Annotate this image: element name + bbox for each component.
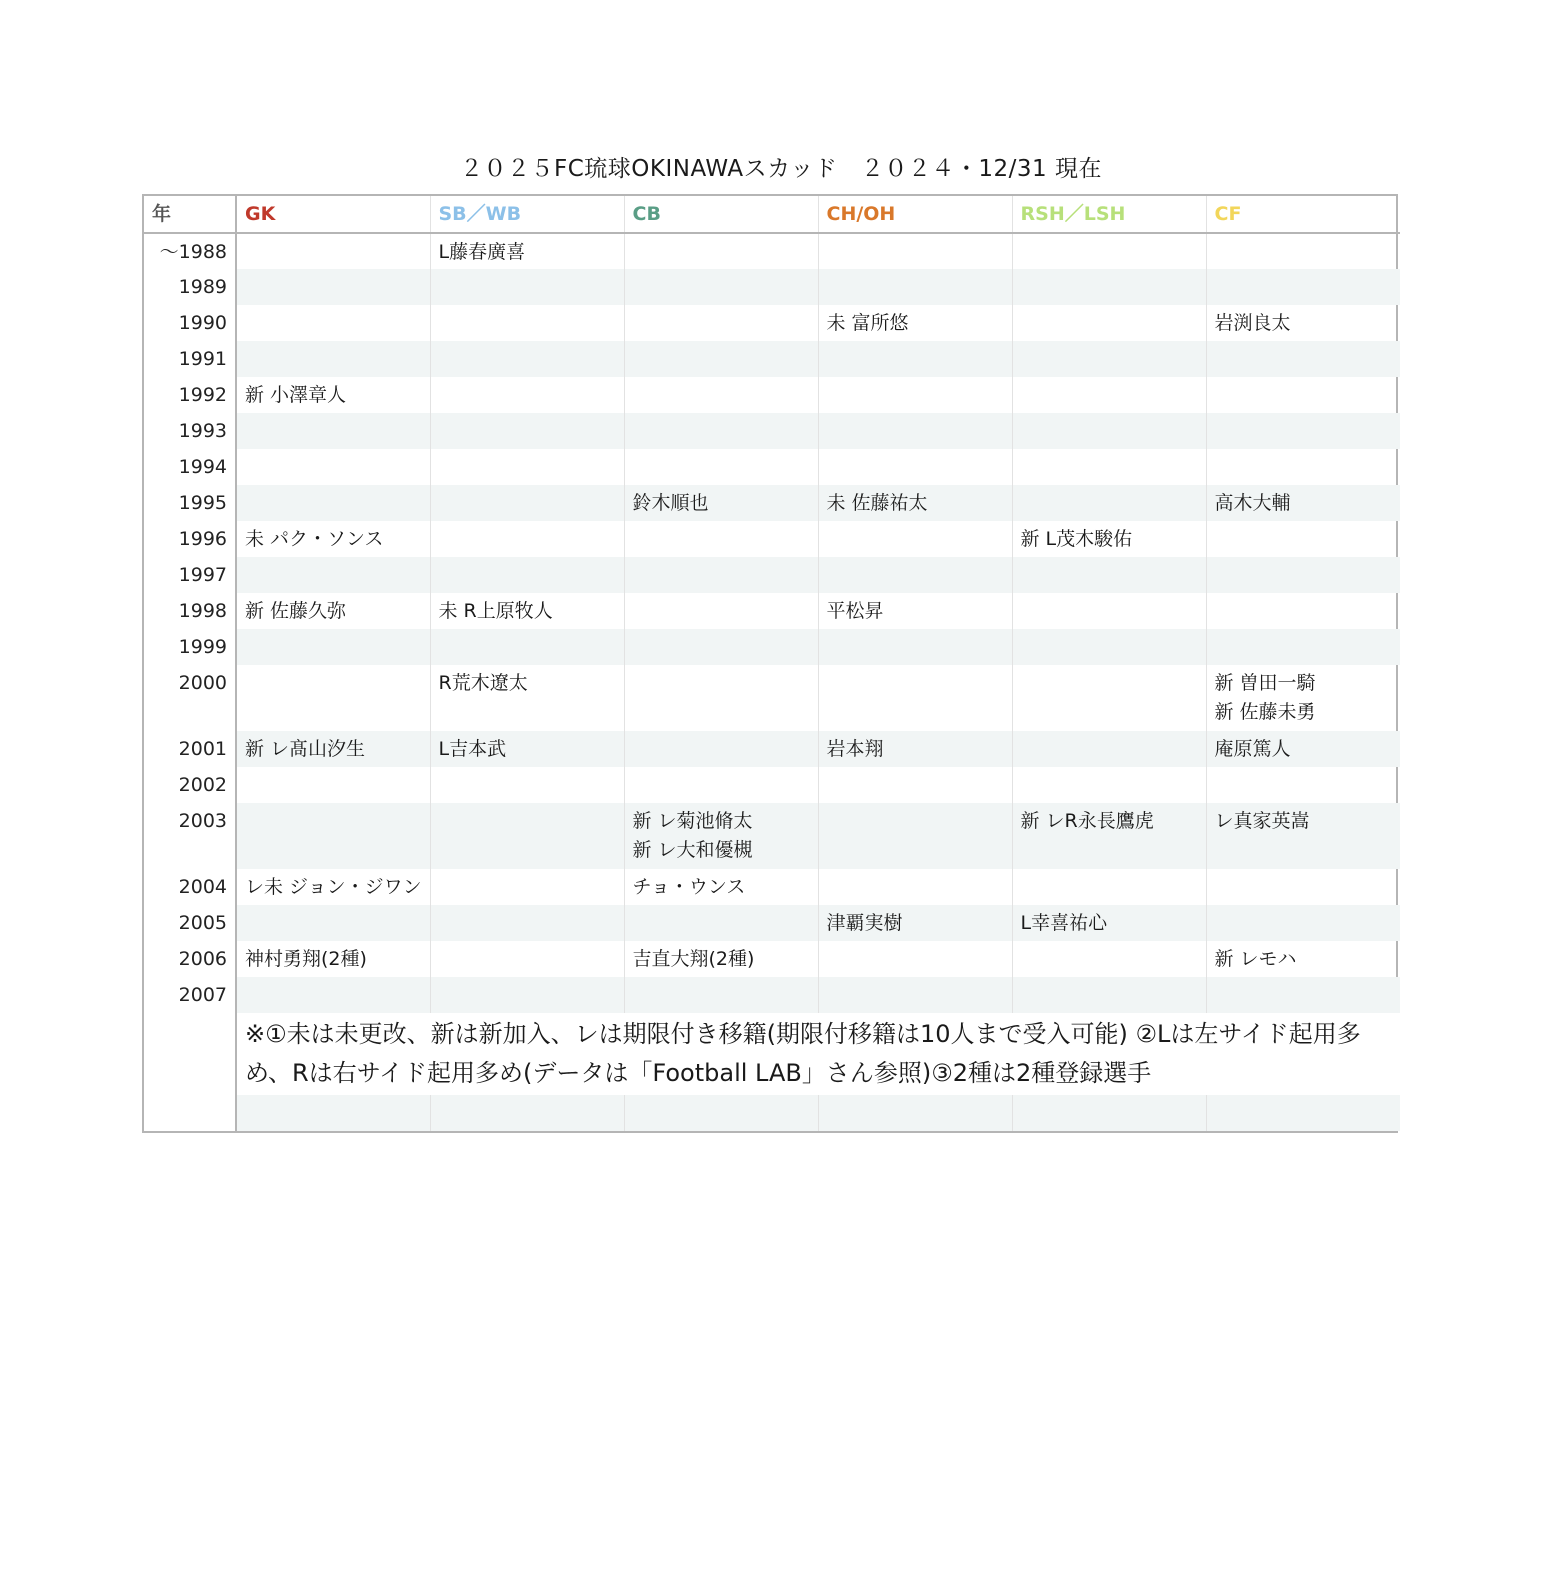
position-header-rsh-lsh: RSH／LSH	[1012, 196, 1206, 233]
year-cell: 1995	[144, 485, 236, 521]
player-cell	[1206, 233, 1400, 269]
year-cell: 2003	[144, 803, 236, 869]
player-cell	[1206, 269, 1400, 305]
player-name: 新 佐藤未勇	[1214, 701, 1316, 723]
player-cell	[1012, 341, 1206, 377]
player-cell	[1206, 869, 1400, 905]
player-cell	[236, 731, 430, 767]
year-cell: ～1988	[144, 233, 236, 269]
year-cell: 2006	[144, 941, 236, 977]
player-cell	[236, 305, 430, 341]
legend-row	[144, 1013, 1400, 1095]
player-cell	[236, 233, 430, 269]
player-cell	[430, 449, 624, 485]
player-cell	[236, 803, 430, 869]
player-cell	[818, 767, 1012, 803]
player-cell	[236, 593, 430, 629]
player-cell	[236, 977, 430, 1013]
player-cell	[1012, 449, 1206, 485]
player-cell	[1012, 1095, 1206, 1131]
player-name: L吉本武	[438, 738, 507, 760]
player-name: 新 レモハ	[1214, 948, 1297, 970]
player-cell	[624, 377, 818, 413]
player-cell	[818, 941, 1012, 977]
player-cell	[430, 731, 624, 767]
player-cell	[624, 521, 818, 557]
player-cell	[430, 413, 624, 449]
player-cell	[1012, 521, 1206, 557]
player-name: 岩渕良太	[1214, 312, 1291, 334]
player-cell	[1206, 629, 1400, 665]
player-name: 未 佐藤祐太	[826, 492, 928, 514]
table-row	[144, 341, 1400, 377]
player-cell	[624, 665, 818, 731]
player-cell	[624, 485, 818, 521]
player-cell	[1012, 869, 1206, 905]
player-cell	[430, 233, 624, 269]
player-name: 新 レR永長鷹虎	[1020, 810, 1154, 832]
player-cell	[818, 449, 1012, 485]
player-cell	[818, 803, 1012, 869]
player-cell	[818, 521, 1012, 557]
player-cell	[624, 557, 818, 593]
player-cell	[624, 977, 818, 1013]
table-row	[144, 1095, 1400, 1131]
player-cell	[1012, 731, 1206, 767]
position-header-ch-oh: CH/OH	[818, 196, 1012, 233]
player-cell	[430, 305, 624, 341]
year-cell: 2004	[144, 869, 236, 905]
player-cell	[236, 767, 430, 803]
year-cell: 1994	[144, 449, 236, 485]
player-cell	[236, 413, 430, 449]
player-cell	[1012, 905, 1206, 941]
player-cell	[430, 941, 624, 977]
player-cell	[430, 869, 624, 905]
player-cell	[624, 593, 818, 629]
player-cell	[236, 521, 430, 557]
legend-note: ※①未は未更改、新は新加入、レは期限付き移籍(期限付移籍は10人まで受入可能) ②Lは左サイド起用多め、Rは右サイド起用多め(データは「Football LAB」さん参照)③2種は2種登録選手	[236, 1013, 1400, 1095]
table-row	[144, 233, 1400, 269]
player-cell	[624, 449, 818, 485]
player-cell	[1012, 593, 1206, 629]
player-cell	[1206, 767, 1400, 803]
player-name: 未 富所悠	[826, 312, 909, 334]
player-cell	[1012, 629, 1206, 665]
year-cell: 1990	[144, 305, 236, 341]
player-cell	[818, 233, 1012, 269]
player-name: R荒木遼太	[438, 672, 528, 694]
player-cell	[624, 413, 818, 449]
player-cell	[1206, 731, 1400, 767]
player-cell	[818, 341, 1012, 377]
player-cell	[818, 977, 1012, 1013]
player-cell	[430, 665, 624, 731]
player-name: 岩本翔	[826, 738, 884, 760]
player-cell	[1206, 803, 1400, 869]
year-cell: 2005	[144, 905, 236, 941]
year-cell: 1991	[144, 341, 236, 377]
player-name: 新 レ大和優槻	[632, 839, 753, 861]
player-cell	[1206, 377, 1400, 413]
player-cell	[236, 485, 430, 521]
player-cell	[1012, 413, 1206, 449]
table-row	[144, 767, 1400, 803]
year-cell: 1993	[144, 413, 236, 449]
player-cell	[236, 449, 430, 485]
player-cell	[624, 941, 818, 977]
player-cell	[818, 665, 1012, 731]
player-cell	[430, 977, 624, 1013]
table-row	[144, 269, 1400, 305]
player-name: 鈴木順也	[632, 492, 709, 514]
table-row	[144, 557, 1400, 593]
player-cell	[624, 233, 818, 269]
player-name: レ未 ジョン・ジワン	[245, 876, 422, 898]
year-cell: 1999	[144, 629, 236, 665]
player-cell	[1012, 557, 1206, 593]
player-name: レ真家英嵩	[1214, 810, 1310, 832]
player-cell	[818, 869, 1012, 905]
table-row	[144, 803, 1400, 869]
player-cell	[430, 485, 624, 521]
year-cell: 2007	[144, 977, 236, 1013]
player-cell	[430, 905, 624, 941]
player-cell	[1206, 341, 1400, 377]
player-cell	[236, 665, 430, 731]
player-cell	[236, 269, 430, 305]
player-cell	[236, 377, 430, 413]
position-header-cb: CB	[624, 196, 818, 233]
player-cell	[1206, 485, 1400, 521]
player-cell	[818, 1095, 1012, 1131]
player-name: 新 L茂木駿佑	[1020, 528, 1133, 550]
player-cell	[236, 1095, 430, 1131]
player-cell	[430, 593, 624, 629]
position-header-cf: CF	[1206, 196, 1400, 233]
player-name: 新 佐藤久弥	[245, 600, 347, 622]
player-cell	[624, 629, 818, 665]
player-name: 未 パク・ソンス	[245, 528, 384, 550]
player-cell	[1206, 1095, 1400, 1131]
player-cell	[430, 269, 624, 305]
player-cell	[1012, 767, 1206, 803]
player-cell	[236, 941, 430, 977]
player-cell	[1206, 521, 1400, 557]
squad-table	[142, 194, 1398, 1133]
year-cell: 1998	[144, 593, 236, 629]
player-cell	[818, 413, 1012, 449]
player-cell	[818, 269, 1012, 305]
year-cell	[144, 1013, 236, 1095]
table-row	[144, 305, 1400, 341]
player-cell	[236, 341, 430, 377]
year-cell: 1997	[144, 557, 236, 593]
table-row	[144, 905, 1400, 941]
player-cell	[236, 557, 430, 593]
player-cell	[818, 905, 1012, 941]
player-name: 平松昇	[826, 600, 884, 622]
player-cell	[236, 629, 430, 665]
player-cell	[818, 485, 1012, 521]
player-cell	[624, 269, 818, 305]
player-cell	[430, 377, 624, 413]
player-cell	[430, 629, 624, 665]
player-cell	[1206, 941, 1400, 977]
player-cell	[1206, 557, 1400, 593]
player-cell	[430, 1095, 624, 1131]
table-row	[144, 869, 1400, 905]
table-row	[144, 377, 1400, 413]
year-cell: 2000	[144, 665, 236, 731]
header-row	[144, 196, 1400, 233]
player-cell	[430, 767, 624, 803]
player-cell	[430, 341, 624, 377]
player-cell	[818, 731, 1012, 767]
player-cell	[818, 629, 1012, 665]
player-cell	[1206, 449, 1400, 485]
table-row	[144, 731, 1400, 767]
player-cell	[624, 905, 818, 941]
player-cell	[818, 557, 1012, 593]
player-cell	[236, 905, 430, 941]
player-name: 新 曽田一騎	[1214, 672, 1316, 694]
player-cell	[818, 593, 1012, 629]
player-cell	[1206, 413, 1400, 449]
player-name: 高木大輔	[1214, 492, 1291, 514]
player-name: 庵原篤人	[1214, 738, 1291, 760]
year-cell	[144, 1095, 236, 1131]
player-cell	[624, 305, 818, 341]
player-cell	[430, 803, 624, 869]
table-row	[144, 449, 1400, 485]
position-header-sb-wb: SB／WB	[430, 196, 624, 233]
player-cell	[1206, 905, 1400, 941]
player-cell	[1206, 977, 1400, 1013]
year-cell: 2001	[144, 731, 236, 767]
player-cell	[624, 767, 818, 803]
table-row	[144, 413, 1400, 449]
table-row	[144, 629, 1400, 665]
player-cell	[818, 305, 1012, 341]
player-name: 津覇実樹	[826, 912, 903, 934]
player-cell	[1206, 593, 1400, 629]
year-cell: 1992	[144, 377, 236, 413]
table-row	[144, 977, 1400, 1013]
table-row	[144, 593, 1400, 629]
table-row	[144, 941, 1400, 977]
year-cell: 2002	[144, 767, 236, 803]
player-cell	[1012, 377, 1206, 413]
player-cell	[1012, 305, 1206, 341]
player-cell	[1206, 665, 1400, 731]
table-row	[144, 485, 1400, 521]
year-column-header: 年	[144, 196, 236, 233]
year-cell: 1996	[144, 521, 236, 557]
player-cell	[1012, 269, 1206, 305]
player-cell	[624, 1095, 818, 1131]
player-cell	[1012, 803, 1206, 869]
player-name: 新 レ髙山汐生	[245, 738, 366, 760]
player-cell	[430, 557, 624, 593]
player-cell	[1206, 305, 1400, 341]
player-cell	[430, 521, 624, 557]
player-cell	[624, 341, 818, 377]
player-cell	[236, 869, 430, 905]
player-cell	[1012, 485, 1206, 521]
player-name: 新 小澤章人	[245, 384, 347, 406]
table-row	[144, 665, 1400, 731]
player-name: 神村勇翔(2種)	[245, 948, 367, 970]
player-name: チョ・ウンス	[632, 876, 746, 898]
player-name: 新 レ菊池脩太	[632, 810, 753, 832]
player-name: L藤春廣喜	[438, 241, 526, 263]
player-name: L幸喜祐心	[1020, 912, 1108, 934]
player-cell	[624, 869, 818, 905]
player-cell	[624, 731, 818, 767]
table-row	[144, 521, 1400, 557]
player-cell	[1012, 977, 1206, 1013]
player-name: 未 R上原牧人	[438, 600, 553, 622]
player-cell	[624, 803, 818, 869]
player-cell	[1012, 665, 1206, 731]
position-header-gk: GK	[236, 196, 430, 233]
player-name: 吉直大翔(2種)	[632, 948, 755, 970]
player-cell	[1012, 941, 1206, 977]
player-cell	[818, 377, 1012, 413]
page-title: ２０２５FC琉球OKINAWAスカッド ２０２４・12/31 現在	[459, 156, 1103, 182]
player-cell	[1012, 233, 1206, 269]
year-cell: 1989	[144, 269, 236, 305]
